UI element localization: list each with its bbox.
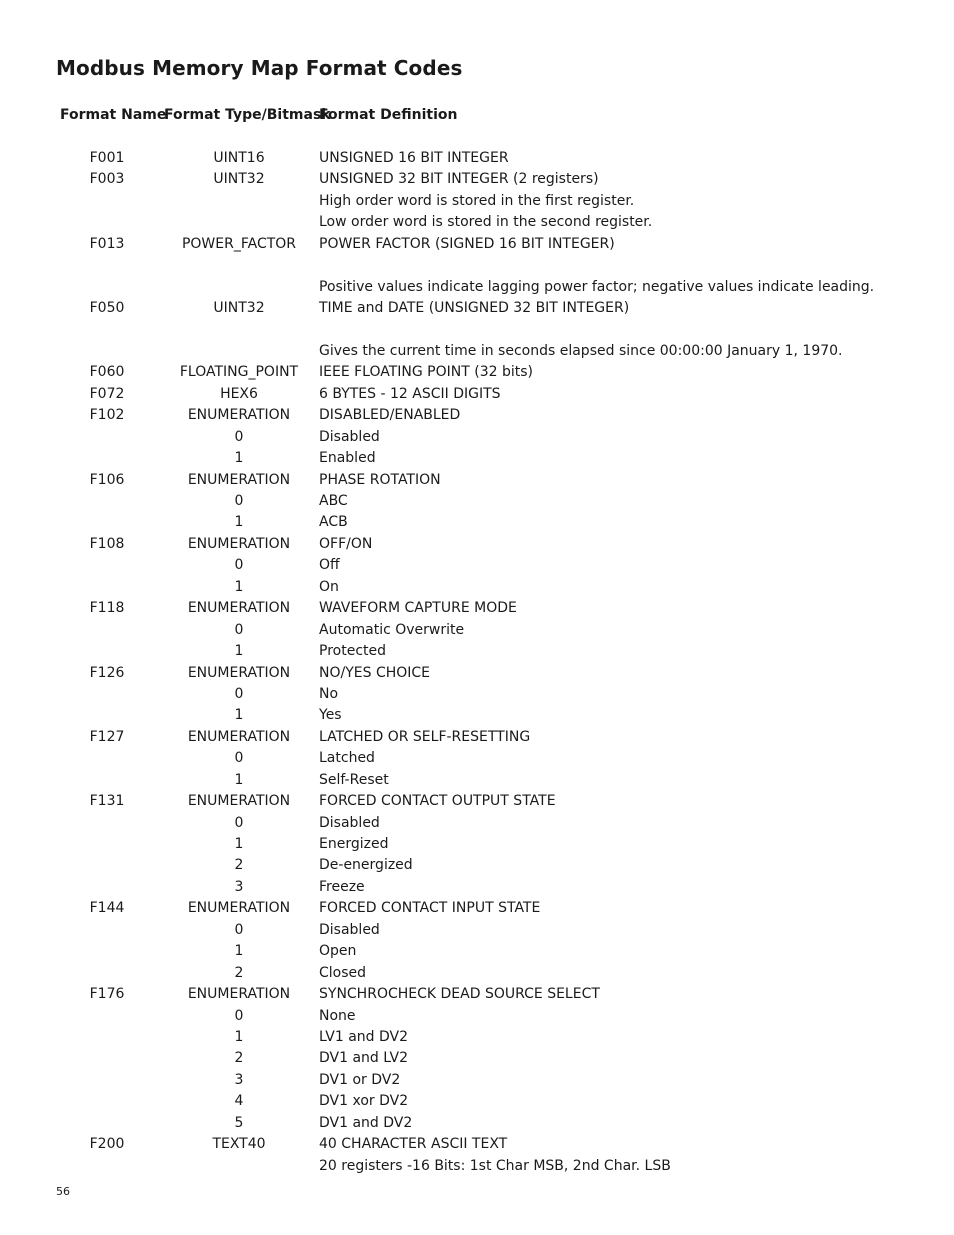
format-type-cell: ENUMERATION bbox=[187, 728, 291, 745]
format-name-cell: F144 bbox=[89, 900, 125, 917]
format-type-cell: 0 bbox=[234, 750, 244, 767]
table-row bbox=[0, 298, 954, 319]
page-number: 56 bbox=[56, 1185, 70, 1198]
format-type-cell: 1 bbox=[234, 836, 244, 852]
format-type-cell: 1 bbox=[234, 707, 244, 724]
format-definition-cell: IEEE FLOATING POINT (32 bits) bbox=[319, 364, 533, 381]
format-name-cell: F001 bbox=[89, 150, 125, 166]
format-type-cell: 1 bbox=[234, 1028, 244, 1045]
format-definition-cell: Open bbox=[319, 943, 357, 960]
format-definition-cell: Positive values indicate lagging power factor; negative values indicate leading. bbox=[319, 278, 875, 295]
format-name-cell: F072 bbox=[89, 385, 125, 402]
format-definition-cell: OFF/ON bbox=[319, 535, 373, 552]
format-definition-cell: DV1 xor DV2 bbox=[319, 1093, 409, 1110]
table-row bbox=[0, 405, 954, 426]
table-row bbox=[0, 277, 954, 298]
format-type-cell: 2 bbox=[234, 964, 244, 981]
table-row bbox=[0, 834, 954, 855]
format-definition-cell: De-energized bbox=[319, 857, 413, 874]
format-definition-cell: On bbox=[319, 578, 339, 595]
table-row bbox=[0, 555, 954, 576]
format-type-cell: ENUMERATION bbox=[187, 535, 291, 552]
format-definition-cell: None bbox=[319, 1007, 356, 1024]
format-definition-cell: Automatic Overwrite bbox=[319, 621, 465, 638]
table-row bbox=[0, 1006, 954, 1027]
format-definition-cell: ACB bbox=[319, 514, 348, 531]
format-type-cell: 4 bbox=[234, 1093, 244, 1110]
column-header-format-name: Format Name bbox=[60, 107, 167, 123]
table-row bbox=[0, 234, 954, 255]
table-row bbox=[0, 534, 954, 555]
format-definition-cell: FORCED CONTACT OUTPUT STATE bbox=[319, 793, 556, 810]
format-definition-cell: Gives the current time in seconds elapsed since 00:00:00 January 1, 1970. bbox=[319, 342, 843, 359]
format-definition-cell: DV1 and DV2 bbox=[319, 1114, 413, 1131]
format-definition-cell: High order word is stored in the first register. bbox=[319, 192, 635, 209]
table-row bbox=[0, 663, 954, 684]
format-type-cell: 0 bbox=[234, 1007, 244, 1024]
table-row bbox=[0, 1134, 954, 1155]
table-row bbox=[0, 1048, 954, 1069]
format-name-cell: F106 bbox=[89, 471, 125, 488]
table-row bbox=[0, 1156, 954, 1177]
table-row bbox=[0, 813, 954, 834]
format-codes-table bbox=[0, 148, 954, 1177]
format-type-cell: ENUMERATION bbox=[187, 664, 291, 681]
table-row bbox=[0, 1091, 954, 1112]
format-definition-cell: 40 CHARACTER ASCII TEXT bbox=[319, 1136, 508, 1153]
format-name-cell: F060 bbox=[89, 364, 125, 381]
format-type-cell: ENUMERATION bbox=[187, 986, 291, 1003]
format-name-cell: F176 bbox=[89, 986, 125, 1003]
table-row bbox=[0, 148, 954, 169]
format-definition-cell: Latched bbox=[319, 750, 375, 767]
table-row bbox=[0, 341, 954, 362]
format-definition-cell: UNSIGNED 32 BIT INTEGER (2 registers) bbox=[319, 171, 599, 188]
table-row bbox=[0, 320, 954, 341]
format-name-cell: F003 bbox=[89, 171, 125, 188]
format-name-cell: F108 bbox=[89, 535, 125, 552]
format-definition-cell: Off bbox=[319, 557, 340, 574]
table-row bbox=[0, 941, 954, 962]
table-row bbox=[0, 877, 954, 898]
table-row bbox=[0, 770, 954, 791]
format-name-cell: F127 bbox=[89, 728, 125, 745]
format-type-cell: 3 bbox=[234, 878, 244, 895]
column-header-format-type: Format Type/Bitmask bbox=[164, 107, 331, 123]
format-type-cell: 2 bbox=[234, 857, 244, 874]
table-row bbox=[0, 1113, 954, 1134]
table-row bbox=[0, 984, 954, 1005]
format-definition-cell: TIME and DATE (UNSIGNED 32 BIT INTEGER) bbox=[319, 300, 630, 317]
format-type-cell: UINT32 bbox=[213, 300, 265, 317]
table-row bbox=[0, 898, 954, 919]
column-header-format-definition: Format Definition bbox=[319, 107, 458, 123]
table-row bbox=[0, 491, 954, 512]
format-definition-cell: WAVEFORM CAPTURE MODE bbox=[319, 600, 517, 617]
format-type-cell: 2 bbox=[234, 1050, 244, 1067]
table-row bbox=[0, 577, 954, 598]
table-row bbox=[0, 748, 954, 769]
table-row bbox=[0, 427, 954, 448]
format-type-cell: 1 bbox=[234, 450, 244, 467]
format-type-cell: FLOATING_POINT bbox=[179, 364, 299, 381]
format-type-cell: 0 bbox=[234, 428, 244, 445]
format-type-cell: 1 bbox=[234, 943, 244, 960]
format-definition-cell: Freeze bbox=[319, 878, 365, 895]
format-name-cell: F200 bbox=[89, 1136, 125, 1153]
table-row bbox=[0, 598, 954, 619]
table-row bbox=[0, 255, 954, 276]
format-type-cell: ENUMERATION bbox=[187, 900, 291, 917]
format-type-cell: 0 bbox=[234, 814, 244, 831]
table-row bbox=[0, 169, 954, 190]
format-definition-cell: FORCED CONTACT INPUT STATE bbox=[319, 900, 541, 917]
format-type-cell: 1 bbox=[234, 514, 244, 531]
page-title: Modbus Memory Map Format Codes bbox=[56, 56, 463, 80]
format-name-cell: F126 bbox=[89, 664, 125, 681]
format-type-cell: 0 bbox=[234, 621, 244, 638]
format-type-cell: 0 bbox=[234, 493, 244, 509]
table-row bbox=[0, 727, 954, 748]
format-definition-cell: 6 BYTES - 12 ASCII DIGITS bbox=[319, 385, 501, 402]
format-definition-cell: DISABLED/ENABLED bbox=[319, 407, 461, 424]
table-row bbox=[0, 791, 954, 812]
format-type-cell: 0 bbox=[234, 921, 244, 938]
table-row bbox=[0, 705, 954, 726]
format-type-cell: 1 bbox=[234, 578, 244, 595]
format-definition-cell: PHASE ROTATION bbox=[319, 471, 441, 488]
format-definition-cell: UNSIGNED 16 BIT INTEGER bbox=[319, 150, 509, 166]
table-row bbox=[0, 1027, 954, 1048]
format-definition-cell: Low order word is stored in the second register. bbox=[319, 214, 653, 231]
format-definition-cell: ABC bbox=[319, 493, 348, 509]
format-name-cell: F013 bbox=[89, 235, 125, 252]
table-row bbox=[0, 684, 954, 705]
table-row bbox=[0, 448, 954, 469]
format-type-cell: UINT16 bbox=[213, 150, 265, 166]
format-type-cell: 1 bbox=[234, 643, 244, 660]
format-definition-cell: Yes bbox=[319, 707, 342, 724]
table-row bbox=[0, 384, 954, 405]
format-definition-cell: Protected bbox=[319, 643, 386, 660]
format-definition-cell: Disabled bbox=[319, 814, 380, 831]
table-row bbox=[0, 641, 954, 662]
table-row bbox=[0, 362, 954, 383]
format-type-cell: TEXT40 bbox=[212, 1136, 266, 1153]
format-type-cell: 0 bbox=[234, 557, 244, 574]
format-name-cell: F102 bbox=[89, 407, 125, 424]
table-row bbox=[0, 920, 954, 941]
table-row bbox=[0, 963, 954, 984]
format-type-cell: 1 bbox=[234, 771, 244, 788]
format-type-cell: ENUMERATION bbox=[187, 407, 291, 424]
table-row bbox=[0, 855, 954, 876]
format-type-cell: 5 bbox=[234, 1114, 244, 1131]
format-definition-cell: SYNCHROCHECK DEAD SOURCE SELECT bbox=[319, 986, 600, 1003]
format-name-cell: F050 bbox=[89, 300, 125, 317]
format-definition-cell: Disabled bbox=[319, 428, 380, 445]
format-name-cell: F118 bbox=[89, 600, 125, 617]
format-definition-cell: NO/YES CHOICE bbox=[319, 664, 431, 681]
format-definition-cell: Enabled bbox=[319, 450, 376, 467]
format-definition-cell: Energized bbox=[319, 836, 389, 852]
format-name-cell: F131 bbox=[89, 793, 125, 810]
format-type-cell: ENUMERATION bbox=[187, 793, 291, 810]
format-definition-cell: No bbox=[319, 685, 339, 702]
format-definition-cell: LV1 and DV2 bbox=[319, 1028, 409, 1045]
format-type-cell: UINT32 bbox=[213, 171, 265, 188]
format-type-cell: ENUMERATION bbox=[187, 471, 291, 488]
format-type-cell: 3 bbox=[234, 1071, 244, 1088]
table-row bbox=[0, 470, 954, 491]
format-type-cell: 0 bbox=[234, 685, 244, 702]
format-definition-cell: Self-Reset bbox=[319, 771, 389, 788]
format-definition-cell: LATCHED OR SELF-RESETTING bbox=[319, 728, 531, 745]
format-definition-cell: DV1 or DV2 bbox=[319, 1071, 401, 1088]
format-definition-cell: 20 registers -16 Bits: 1st Char MSB, 2nd Char. LSB bbox=[319, 1157, 671, 1174]
table-row bbox=[0, 512, 954, 533]
format-type-cell: ENUMERATION bbox=[187, 600, 291, 617]
format-type-cell: HEX6 bbox=[220, 385, 258, 402]
table-row bbox=[0, 212, 954, 233]
format-definition-cell: POWER FACTOR (SIGNED 16 BIT INTEGER) bbox=[319, 235, 615, 252]
table-row bbox=[0, 191, 954, 212]
table-row bbox=[0, 1070, 954, 1091]
format-definition-cell: Closed bbox=[319, 964, 367, 981]
format-type-cell: POWER_FACTOR bbox=[181, 235, 297, 252]
format-definition-cell: Disabled bbox=[319, 921, 380, 938]
format-definition-cell: DV1 and LV2 bbox=[319, 1050, 409, 1067]
table-row bbox=[0, 620, 954, 641]
